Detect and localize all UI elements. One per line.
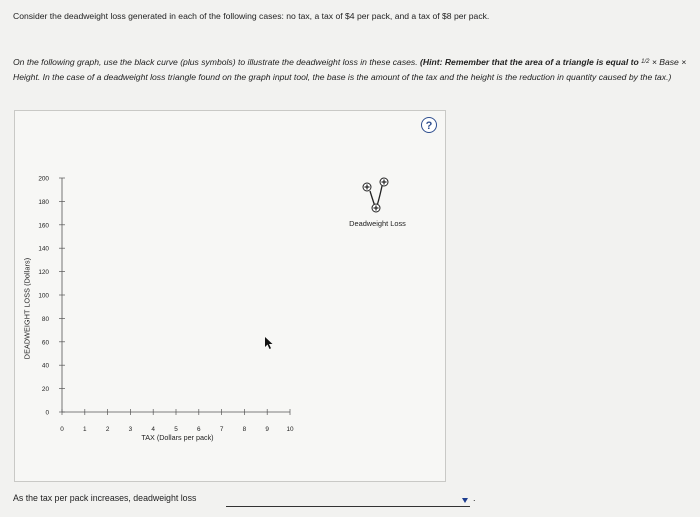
y-tick-label: 0 [45,409,49,417]
graph-input-tool[interactable] [14,110,446,482]
x-tick-label: 1 [83,426,87,433]
x-tick-label: 8 [242,426,247,433]
instructions-part1: On the following graph, use the black curve (plus symbols) to illustrate the deadweight loss in these cases. [13,57,418,67]
dropdown-arrow-icon [462,498,468,503]
palette-label: Deadweight Loss [349,219,406,228]
y-tick-label: 200 [38,175,49,183]
y-tick-label: 180 [38,198,49,206]
answer-prompt: As the tax per pack increases, deadweight loss [13,493,197,503]
y-tick-label: 160 [38,222,49,230]
x-tick-label: 4 [151,426,155,433]
y-tick-label: 140 [38,245,49,253]
answer-dropdown[interactable] [226,490,470,507]
x-tick-label: 9 [265,426,269,433]
y-tick-label: 40 [41,362,49,370]
x-axis-label: TAX (Dollars per pack) [141,433,214,442]
hint-text: Remember that the area of a triangle is equal to [444,57,639,67]
help-icon[interactable]: ? [421,117,437,133]
x-tick-label: 2 [105,426,110,433]
y-tick-label: 20 [41,386,49,394]
y-tick-label: 80 [41,315,49,323]
x-tick-label: 0 [60,426,64,433]
instructions [13,55,693,84]
answer-row [13,490,700,510]
fraction: 1/2 [641,59,650,65]
x-tick-label: 7 [219,426,224,433]
y-axis-label: DEADWEIGHT LOSS (Dollars) [22,257,32,360]
hint-label: (Hint: [420,57,443,67]
y-tick-label: 60 [41,339,49,347]
y-tick-label: 100 [38,292,49,300]
formula: × Base × Height. [13,57,687,82]
answer-period: . [473,493,476,503]
x-tick-label: 5 [174,426,178,433]
x-tick-label: 6 [197,426,201,433]
question-intro: Consider the deadweight loss generated in each of the following cases: no tax, a tax of $4 per pack, and a tax of $8 per pack. [13,11,490,21]
y-tick-label: 120 [38,269,49,277]
x-tick-label: 3 [128,426,133,433]
x-tick-label: 10 [286,426,294,433]
instructions-part2: In the case of a deadweight loss triangle found on the graph input tool, the base is the amount of the tax and the height is the reduction in quantity caused by the tax.) [42,71,672,82]
